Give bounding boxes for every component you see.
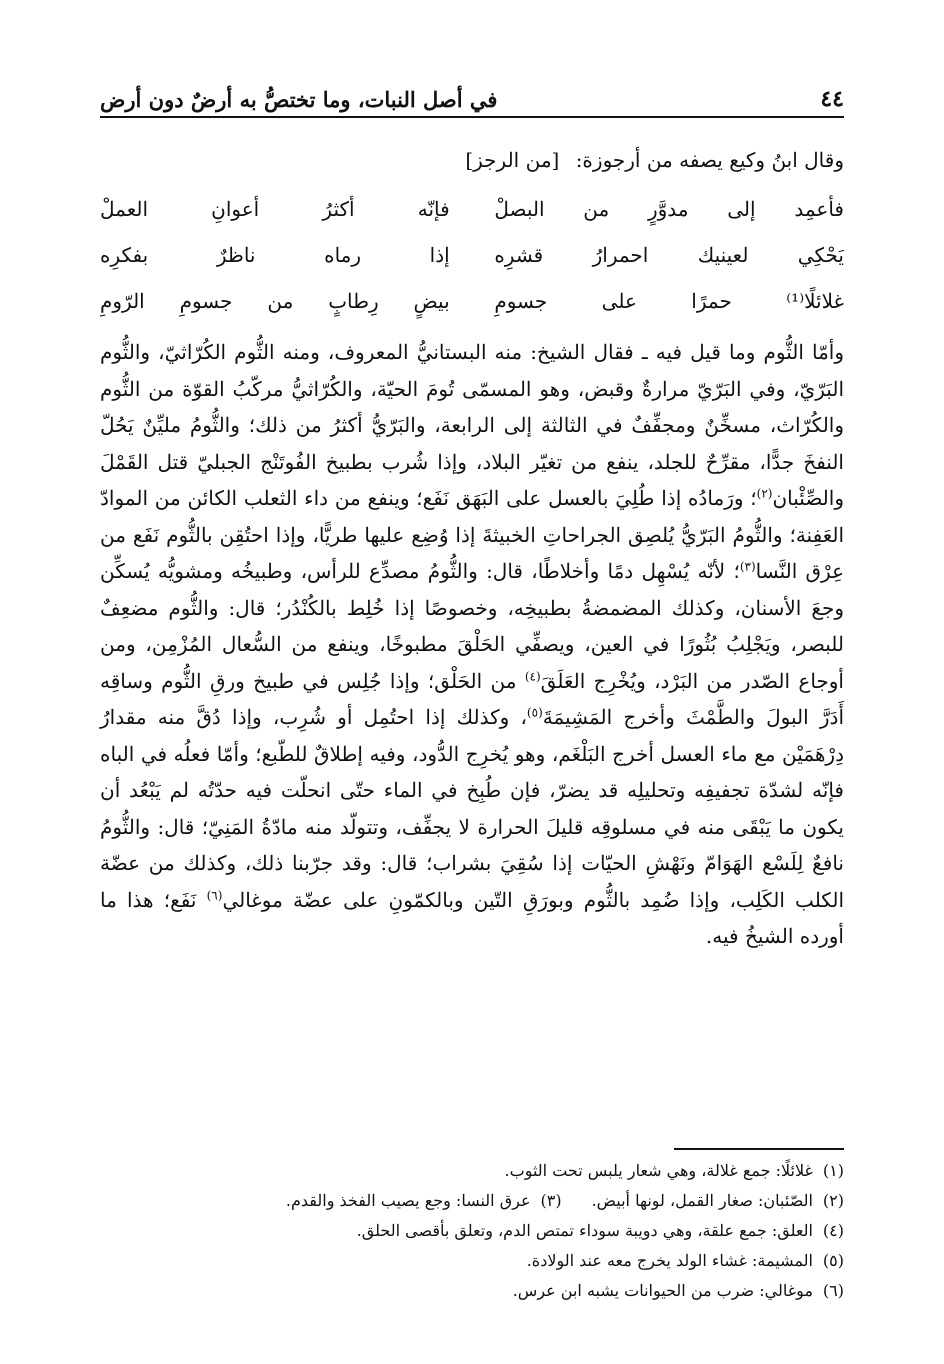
garlic-paragraph — [100, 334, 844, 955]
prose-segment: ؛ ورَمادُه إذا طُلِيَ بالعسل على البَهَق نَفَع؛ وينفع من داء الثعلب الكائن من الموادّ العَفِنة؛ والثُّومُ البَرّيُّ يُلصِق الجراحاتِ الخبيثةَ إذا وُضِع عليها طريًّا، وإذا احتُقِن بالثُّوم نَفَع من عِرْق النَّسا — [100, 486, 845, 583]
prose-segment: ، وكذلك إذا احتُمِل أو شُرِب، وإذا دُقَّ منه مقدارُ دِرْهَمَيْن مع ماء العسل أخرج البَلْغَم، وهو يُخرِج الدُّود، وفيه إطلاقٌ للطّبع؛ وأمّا فعلُه في الباه فإنّه لشدّة تجفيفِه وتحليلِه قد يضرّ، فإن طُبِخ في الماء حتّى انحلّت فيه حدّتُه لم يَبْعُد أن يكون ما يَبْقَى منه في مسلوقِه قليلَ الحرارة لا يجفِّف، وتتولّد منه مادّةُ المَنِيّ؛ قال: والثُّومُ نافعٌ لِلَسْع الهَوَامّ ونَهْشِ الحيّات إذا سُقِيَ بشراب؛ قال: وقد جرّبنا ذلك، وكذلك من عضّة الكلب الكَلِب، وإذا ضُمِد بالثُّوم وبورَقِ التّين وبالكمّونِ على عضّة موغالي — [100, 705, 845, 912]
footnote-number: (٥) — [822, 1251, 844, 1270]
footnote — [100, 1186, 844, 1216]
footnote — [100, 1246, 844, 1276]
footnote-number: (٢) — [822, 1191, 844, 1210]
prose-segment: ؛ لأنّه يُسْهِل دمًا وأخلاطًا، قال: والثُّومُ مصدِّع للرأس، وطبيخُه ومشويُّه يُسكِّن وجعَ الأسنان، وكذلك المضمضةُ بطبيخِه، وخصوصًا إذا خُلِط بالكُنْدُر؛ قال: والثُّوم مضعِفٌ للبصر، ويَجْلِبُ بُثُورًا في العين، ويصفِّي الحَلْقَ مطبوخًا، وينفع من السُّعال المُزْمِن، ومن أوجاع الصّدر من البَرْد، ويُخْرِج العَلَقَ — [100, 559, 844, 693]
poem-verses — [100, 186, 844, 324]
footnote-text: الصّئبان: صغار القمل، لونها أبيض. — [591, 1191, 813, 1210]
footnote-separator — [674, 1148, 844, 1150]
footnote-ref: (٢) — [756, 486, 773, 501]
verse-first-hemistich: غلائلًا⁽¹⁾ حمرًا على جسومِ — [494, 289, 844, 313]
running-title: في أصل النبات، وما تختصُّ به أرضٌ دون أرض — [100, 87, 498, 112]
prose-segment: من الحَلْق؛ وإذا جُلِس في طبيخ ورقِ الثُّوم وساقِه أَدَرَّ البولَ والطَّمْثَ وأخرج المَشِيمَةَ — [100, 668, 845, 729]
verse-second-hemistich: إذا رماه ناظرٌ بفكرِه — [100, 243, 450, 267]
footnote — [100, 1216, 844, 1246]
prose-segment: وأمّا الثُّوم وما قيل فيه ـ فقال الشيخ: منه البستانيُّ المعروف، ومنه الثُّوم الكُرّاثيّ، والثُّوم البَرّيّ، وفي البَرّيّ مرارةٌ وقبض، وهو المسمّى تُومَ الحيّة، والكُرّاثيُّ مركّبُ القوّة من الثُّوم والكُرّاث، مسخِّنٌ ومجفِّفٌ في الثالثة إلى الرابعة، والبَرّيُّ أكثرُ من ذلك؛ والثُّومُ مليِّنٌ يَحُلّ النفخَ جدًّا، مقرِّحٌ للجلد، ينفع من تغيّر البلاد، وإذا شُرب بطبيخ الفُوتَنْج الجبليّ قتل القَمْلَ والصِّئْبان — [100, 340, 844, 510]
footnote — [100, 1156, 844, 1186]
poem-introduction — [100, 140, 844, 180]
page-number: ٤٤ — [820, 86, 844, 112]
verse-second-hemistich: بيضٍ رِطابٍ من جسومِ الرّومِ — [100, 289, 450, 313]
footnote-text: العلق: جمع علقة، وهي دويبة سوداء تمتص الدم، وتعلق بأقصى الحلق. — [356, 1221, 813, 1240]
footnote-ref: (٥) — [526, 705, 543, 720]
footnote-number: (١) — [822, 1161, 844, 1180]
verse-line — [100, 186, 844, 232]
footnote-ref: (٣) — [739, 559, 756, 574]
page-body — [100, 140, 844, 955]
verse-first-hemistich: يَحْكِي لعينيك احمرارُ قشرِه — [494, 243, 844, 267]
page-header — [100, 72, 844, 118]
footnote-text: غلائلًا: جمع غلالة، وهي شعار يلبس تحت الثوب. — [504, 1161, 813, 1180]
footnote — [100, 1276, 844, 1306]
prose-segment: نَفَع؛ هذا ما أورده الشيخُ فيه. — [100, 887, 844, 948]
verse-first-hemistich: فأعمِد إلى مدوَّرٍ من البصلْ — [494, 197, 844, 221]
verse-line — [100, 232, 844, 278]
intro-text: وقال ابنُ وكيع يصفه من أرجوزة: — [575, 148, 844, 172]
footnote-number: (٣) — [540, 1191, 562, 1210]
footnote-text: المشيمة: غشاء الولد يخرج معه عند الولادة. — [526, 1251, 813, 1270]
footnotes — [100, 1156, 844, 1306]
footnote-text: عرق النسا: وجع يصيب الفخذ والقدم. — [285, 1191, 531, 1210]
footnote-ref: (٤) — [524, 668, 541, 683]
verse-second-hemistich: فإنّه أكثرُ أعوانِ العملْ — [100, 197, 450, 221]
poetic-meter: [من الرجز] — [465, 148, 560, 172]
footnote-number: (٦) — [822, 1281, 844, 1300]
footnote-ref: (٦) — [206, 887, 223, 902]
footnote-text: موغالي: ضرب من الحيوانات يشبه ابن عرس. — [512, 1281, 813, 1300]
verse-line — [100, 278, 844, 324]
footnote-number: (٤) — [822, 1221, 844, 1240]
